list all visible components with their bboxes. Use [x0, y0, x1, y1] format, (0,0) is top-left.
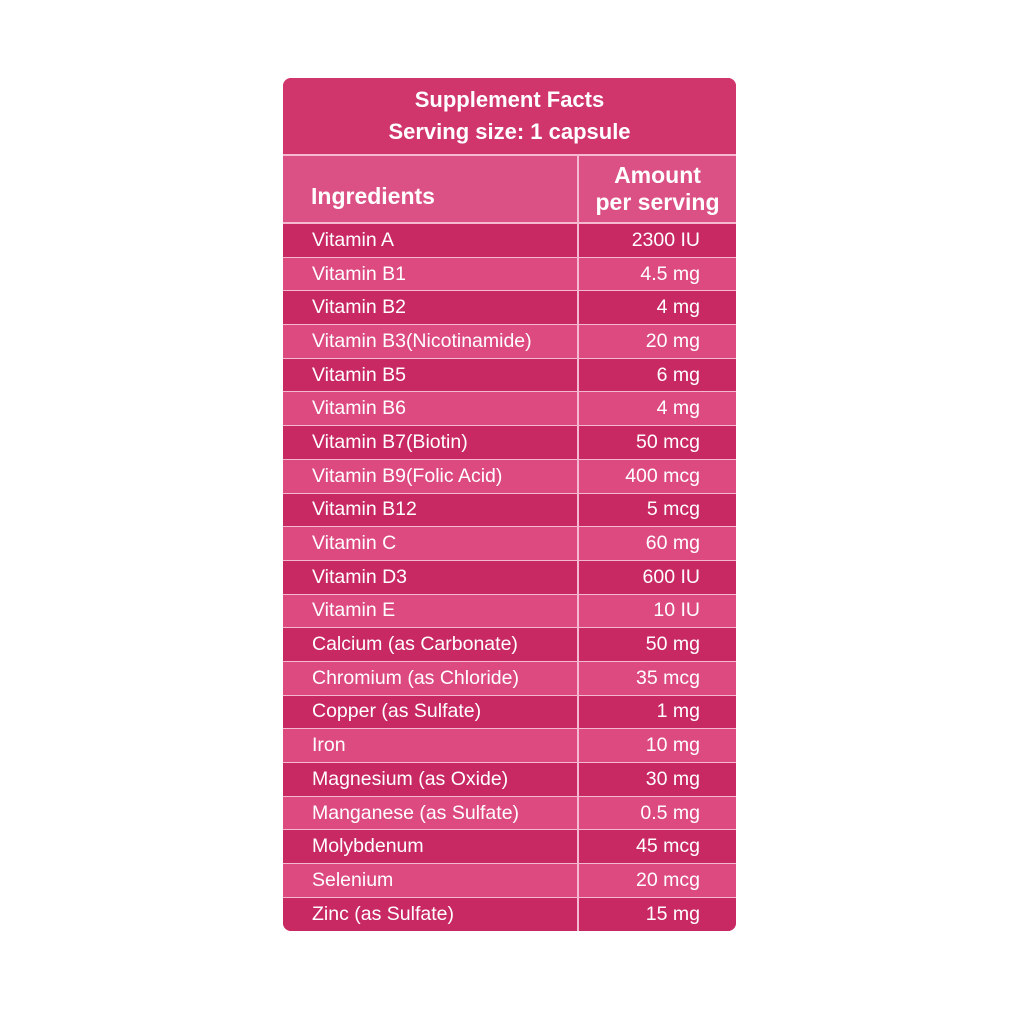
ingredient-name: Molybdenum: [283, 830, 579, 863]
ingredient-amount: 45 mcg: [636, 835, 700, 858]
table-row: [283, 325, 736, 359]
ingredient-name: Vitamin B7(Biotin): [283, 426, 579, 459]
ingredient-name: Copper (as Sulfate): [283, 696, 579, 729]
ingredient-amount: 4 mg: [656, 296, 700, 319]
ingredients-table: [283, 224, 736, 931]
table-row: [283, 662, 736, 696]
ingredient-name: Chromium (as Chloride): [283, 662, 579, 695]
table-row: [283, 392, 736, 426]
ingredient-amount: 50 mcg: [636, 430, 700, 453]
ingredient-amount: 15 mg: [645, 903, 700, 926]
table-row: [283, 628, 736, 662]
supplement-facts-panel: [283, 78, 736, 931]
table-row: [283, 830, 736, 864]
ingredient-amount: 30 mg: [645, 767, 700, 790]
ingredient-name: Vitamin A: [283, 224, 579, 257]
amount-header-line2: per serving: [595, 189, 720, 215]
amount-header: [579, 156, 736, 222]
amount-header-line1: Amount: [614, 162, 701, 188]
table-row: [283, 426, 736, 460]
ingredient-amount: 5 mcg: [646, 498, 700, 521]
table-row: [283, 494, 736, 528]
ingredient-amount: 400 mcg: [625, 464, 700, 487]
ingredient-amount: 50 mg: [645, 633, 700, 656]
ingredient-name: Zinc (as Sulfate): [283, 898, 579, 931]
ingredient-name: Vitamin B6: [283, 392, 579, 425]
ingredient-name: Vitamin E: [283, 595, 579, 628]
ingredient-name: Vitamin B5: [283, 359, 579, 392]
table-row: [283, 224, 736, 258]
table-row: [283, 729, 736, 763]
table-row: [283, 561, 736, 595]
table-row: [283, 527, 736, 561]
table-row: [283, 696, 736, 730]
panel-title: Supplement Facts: [414, 87, 605, 112]
ingredient-name: Vitamin B3(Nicotinamide): [283, 325, 579, 358]
ingredient-name: Vitamin B2: [283, 291, 579, 324]
ingredient-amount: 600 IU: [642, 565, 700, 588]
table-row: [283, 258, 736, 292]
ingredient-amount: 20 mcg: [636, 868, 700, 891]
ingredient-name: Vitamin B1: [283, 258, 579, 291]
ingredient-amount: 1 mg: [656, 700, 700, 723]
table-row: [283, 359, 736, 393]
ingredient-amount: 10 IU: [653, 599, 700, 622]
ingredient-amount: 20 mg: [645, 329, 700, 352]
ingredient-name: Magnesium (as Oxide): [283, 763, 579, 796]
ingredient-name: Vitamin B9(Folic Acid): [283, 460, 579, 493]
ingredient-amount: 4 mg: [656, 397, 700, 420]
ingredient-amount: 35 mcg: [636, 666, 700, 689]
ingredient-amount: 10 mg: [645, 734, 700, 757]
table-row: [283, 797, 736, 831]
ingredient-name: Calcium (as Carbonate): [283, 628, 579, 661]
ingredient-name: Iron: [283, 729, 579, 762]
ingredient-name: Manganese (as Sulfate): [283, 797, 579, 830]
ingredient-name: Vitamin B12: [283, 494, 579, 527]
ingredient-name: Vitamin C: [283, 527, 579, 560]
serving-size: Serving size: 1 capsule: [388, 119, 631, 144]
table-row: [283, 291, 736, 325]
table-row: [283, 595, 736, 629]
ingredients-header: Ingredients: [283, 156, 579, 222]
ingredient-amount: 6 mg: [656, 363, 700, 386]
table-row: [283, 864, 736, 898]
title-block: [283, 78, 736, 156]
ingredient-amount: 60 mg: [645, 532, 700, 555]
table-row: [283, 763, 736, 797]
ingredient-name: Vitamin D3: [283, 561, 579, 594]
ingredient-amount: 4.5 mg: [640, 262, 700, 285]
table-row: [283, 898, 736, 931]
ingredient-name: Selenium: [283, 864, 579, 897]
ingredient-amount: 2300 IU: [631, 228, 700, 251]
ingredient-amount: 0.5 mg: [640, 801, 700, 824]
table-row: [283, 460, 736, 494]
table-header: [283, 156, 736, 224]
